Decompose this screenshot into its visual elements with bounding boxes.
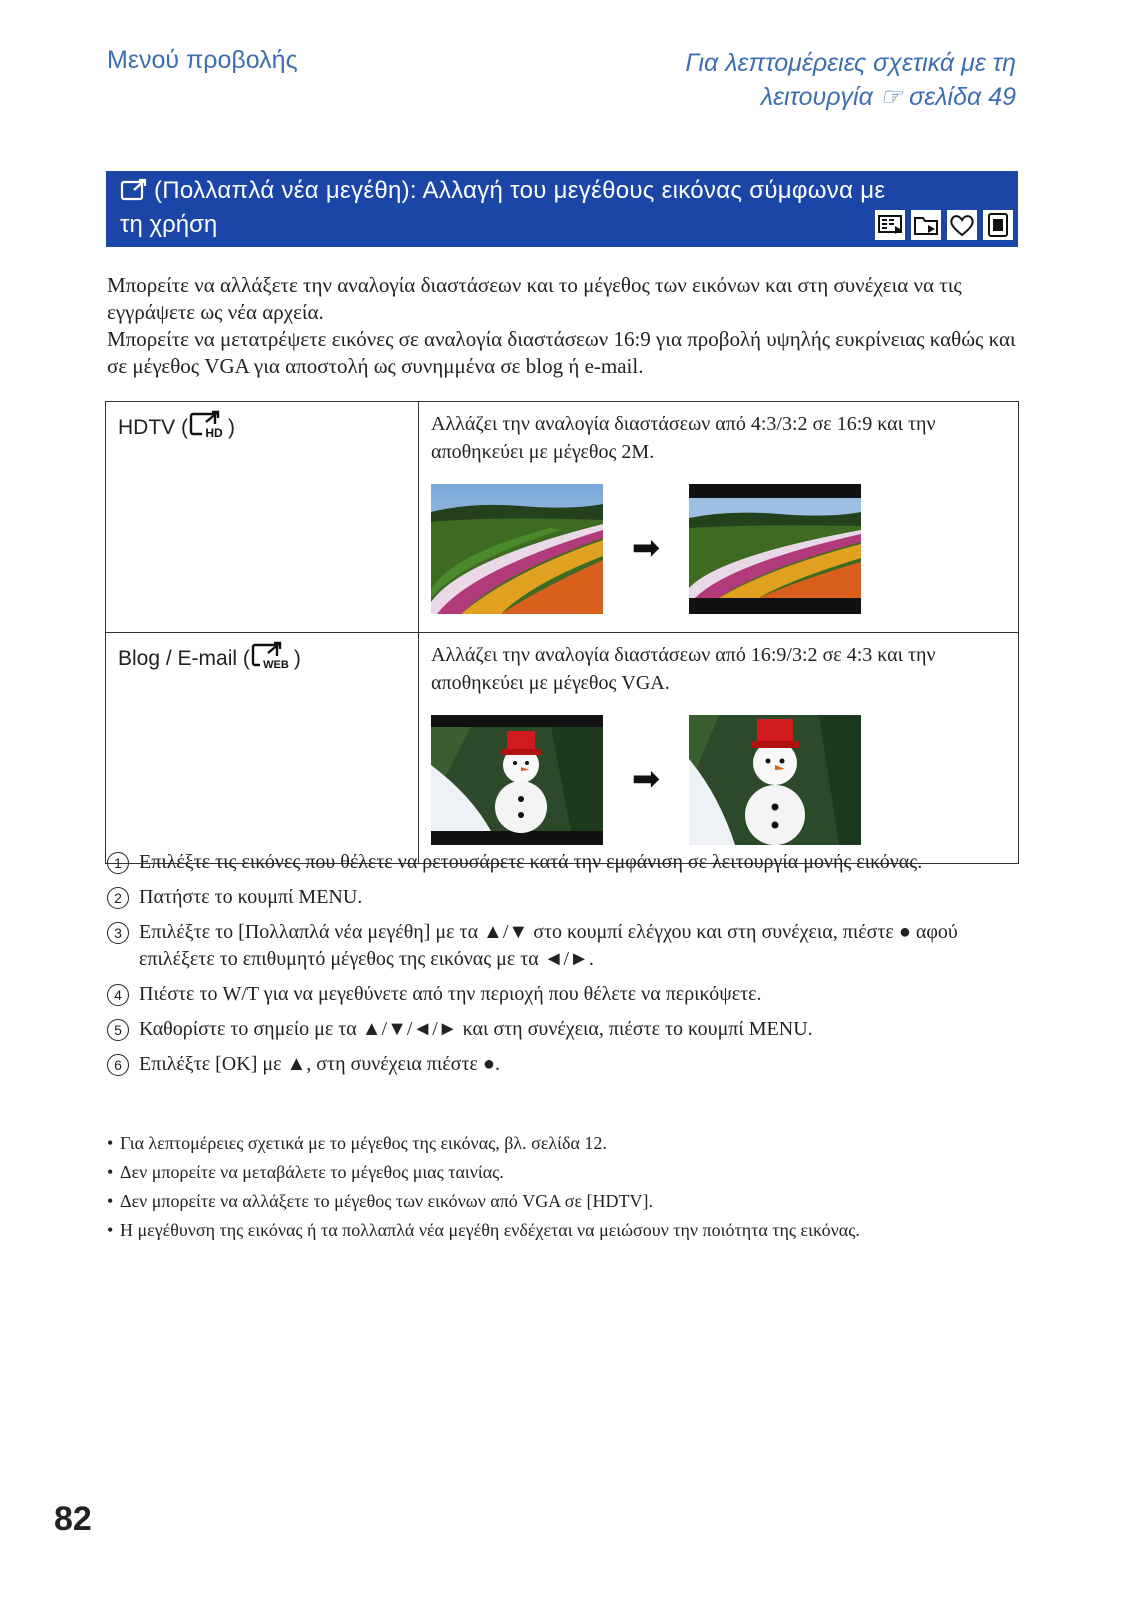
svg-text:WEB: WEB [263, 659, 289, 671]
hdtv-resize-icon [188, 410, 228, 440]
note-item [107, 1189, 1022, 1213]
section-title: Μενού προβολής [107, 46, 298, 74]
note-item [107, 1160, 1022, 1184]
snowman-photo-before [431, 715, 603, 845]
step-text: Επιλέξτε [OK] με ▲, στη συνέχεια πιέστε ●. [139, 1053, 500, 1075]
feature-title-band [106, 171, 1018, 247]
note-text: Για λεπτομέρειες σχετικά με το μέγεθος της εικόνας, βλ. σελίδα 12. [120, 1133, 607, 1153]
bullet-icon: • [107, 1191, 114, 1211]
note-text: Δεν μπορείτε να αλλάξετε το μέγεθος των εικόνων από VGA σε [HDTV]. [120, 1191, 654, 1211]
step-item [107, 884, 1022, 911]
resize-icon [120, 178, 148, 202]
hdtv-label-end: ) [228, 416, 235, 439]
note-item [107, 1131, 1022, 1155]
option-label-hdtv [106, 402, 419, 633]
option-desc-blog [419, 633, 1019, 864]
step-number: 6 [107, 1054, 129, 1076]
note-text: Η μεγέθυνση της εικόνας ή τα πολλαπλά νέα μεγέθη ενδέχεται να μειώσουν την ποιότητα της εικόνας. [120, 1220, 860, 1240]
bullet-icon: • [107, 1220, 114, 1240]
blog-example-images [431, 715, 1006, 845]
page-reference [685, 46, 1016, 114]
step-number: 2 [107, 887, 129, 909]
step-number: 1 [107, 852, 129, 874]
table-row-hdtv [106, 402, 1019, 633]
option-label-blog [106, 633, 419, 864]
feature-title-line1 [120, 177, 885, 205]
hdtv-example-images [431, 484, 1006, 614]
memory-card-icon [982, 209, 1014, 241]
page-number: 82 [54, 1500, 92, 1538]
arrow-icon: ➡ [631, 761, 661, 798]
steps-list [107, 849, 1022, 1086]
step-text: Επιλέξτε το [Πολλαπλά νέα μεγέθη] με τα ▲/▼ στο κουμπί ελέγχου και στη συνέχεια, πιέστε ● αφού επιλέξετε το επιθυμητό μέγεθος της εικόνας με τα ◄/►. [139, 921, 958, 970]
step-item [107, 849, 1022, 876]
step-text: Καθορίστε το σημείο με τα ▲/▼/◄/► και στη συνέχεια, πιέστε το κουμπί MENU. [139, 1018, 813, 1040]
intro-text [107, 272, 1022, 380]
step-text: Επιλέξτε τις εικόνες που θέλετε να ρετουσάρετε κατά την εμφάνιση σε λειτουργία μονής εικόνας. [139, 851, 923, 873]
step-item [107, 1016, 1022, 1043]
feature-title-text: (Πολλαπλά νέα μεγέθη): Αλλαγή του μεγέθους εικόνας σύμφωνα με [154, 177, 886, 204]
step-item [107, 1051, 1022, 1078]
table-row-blog [106, 633, 1019, 864]
hdtv-description: Αλλάζει την αναλογία διαστάσεων από 4:3/3:2 σε 16:9 και την αποθηκεύει με μέγεθος 2M. [431, 413, 936, 463]
page-reference-line2: λειτουργία ☞ σελίδα 49 [760, 83, 1016, 111]
intro-paragraph-1: Μπορείτε να αλλάξετε την αναλογία διαστάσεων και το μέγεθος των εικόνων και στη συνέχεια να τις εγγράψετε ως νέα αρχεία. [107, 273, 962, 324]
favorites-icon [946, 209, 978, 241]
step-number: 5 [107, 1019, 129, 1041]
step-number: 3 [107, 922, 129, 944]
mode-icons [874, 209, 1014, 241]
note-text: Δεν μπορείτε να μεταβάλετε το μέγεθος μιας ταινίας. [120, 1162, 504, 1182]
arrow-icon: ➡ [631, 530, 661, 567]
bullet-icon: • [107, 1162, 114, 1182]
snowman-photo-after [689, 715, 861, 845]
flower-field-photo-before [431, 484, 603, 614]
step-text: Πιέστε το W/T για να μεγεθύνετε από την περιοχή που θέλετε να περικόψετε. [139, 983, 762, 1005]
blog-description: Αλλάζει την αναλογία διαστάσεων από 16:9/3:2 σε 4:3 και την αποθηκεύει με μέγεθος VGA. [431, 644, 936, 694]
step-item [107, 981, 1022, 1008]
step-item [107, 919, 1022, 973]
index-playback-icon [874, 209, 906, 241]
blog-label-end: ) [293, 647, 301, 670]
flower-field-photo-after [689, 484, 861, 614]
svg-text:HD: HD [205, 426, 223, 440]
intro-paragraph-2: Μπορείτε να μετατρέψετε εικόνες σε αναλογία διαστάσεων 16:9 για προβολή υψηλής ευκρίνειας καθώς και σε μέγεθος VGA για αποστολή ως συνημμένα σε blog ή e-mail. [107, 327, 1016, 378]
hdtv-label: HDTV ( [118, 416, 188, 439]
page-reference-line1: Για λεπτομέρειες σχετικά με τη [685, 49, 1016, 77]
step-number: 4 [107, 984, 129, 1006]
web-resize-icon [250, 641, 294, 671]
notes-list [107, 1131, 1022, 1247]
option-desc-hdtv [419, 402, 1019, 633]
note-item [107, 1218, 1022, 1242]
bullet-icon: • [107, 1133, 114, 1153]
feature-title-line2: τη χρήση [120, 211, 218, 238]
step-text: Πατήστε το κουμπί MENU. [139, 886, 363, 908]
blog-label: Blog / E-mail ( [118, 647, 250, 670]
resize-options-table [105, 401, 1019, 864]
folder-playback-icon [910, 209, 942, 241]
